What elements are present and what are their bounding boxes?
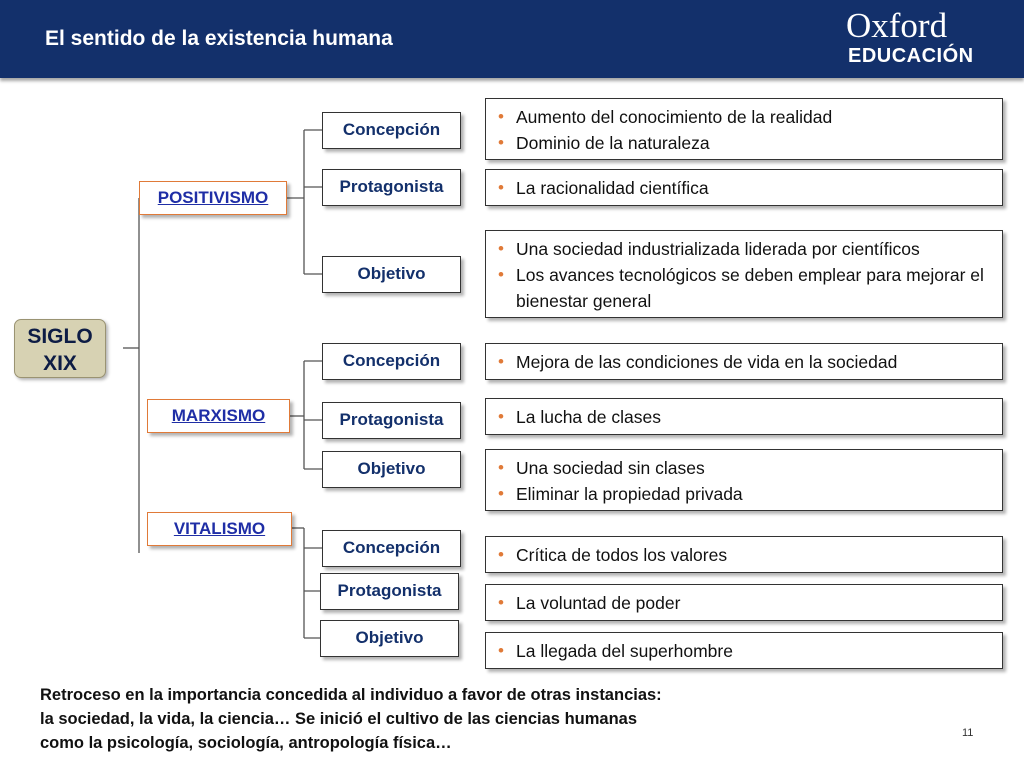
cat-vitalismo-concepcion: Concepción bbox=[322, 530, 461, 567]
cat-marxismo-objetivo: Objetivo bbox=[322, 451, 461, 488]
bullet-item: • La lucha de clases bbox=[498, 404, 994, 430]
bullet-item: • Eliminar la propiedad privada bbox=[498, 481, 994, 507]
cat-positivismo-concepcion: Concepción bbox=[322, 112, 461, 149]
school-vitalismo[interactable]: VITALISMO bbox=[147, 512, 292, 546]
bullet-item: • La voluntad de poder bbox=[498, 590, 994, 616]
desc-marxismo-protagonista bbox=[485, 398, 1003, 435]
school-positivismo[interactable]: POSITIVISMO bbox=[139, 181, 287, 215]
slide-title: El sentido de la existencia humana bbox=[45, 27, 393, 50]
desc-marxismo-objetivo bbox=[485, 449, 1003, 511]
root-node-siglo-xix bbox=[14, 319, 106, 378]
bullet-item: • Una sociedad industrializada liderada por científicos bbox=[498, 236, 994, 262]
bullet-item: • Aumento del conocimiento de la realidad bbox=[498, 104, 994, 130]
oxford-logo-subtitle: EDUCACIÓN bbox=[848, 45, 974, 67]
bullet-item: • Los avances tecnológicos se deben emplear para mejorar el bienestar general bbox=[498, 262, 994, 314]
cat-marxismo-concepcion: Concepción bbox=[322, 343, 461, 380]
page-number: 11 bbox=[962, 727, 974, 739]
school-marxismo[interactable]: MARXISMO bbox=[147, 399, 290, 433]
bullet-item: • Mejora de las condiciones de vida en la sociedad bbox=[498, 349, 994, 375]
desc-vitalismo-concepcion bbox=[485, 536, 1003, 573]
bullet-item: • Crítica de todos los valores bbox=[498, 542, 994, 568]
desc-vitalismo-protagonista bbox=[485, 584, 1003, 621]
desc-positivismo-objetivo bbox=[485, 230, 1003, 318]
cat-vitalismo-objetivo: Objetivo bbox=[320, 620, 459, 657]
oxford-logo-text: Oxford bbox=[846, 6, 948, 45]
cat-positivismo-objetivo: Objetivo bbox=[322, 256, 461, 293]
desc-vitalismo-objetivo bbox=[485, 632, 1003, 669]
bullet-item: • Dominio de la naturaleza bbox=[498, 130, 994, 156]
desc-positivismo-concepcion bbox=[485, 98, 1003, 160]
cat-marxismo-protagonista: Protagonista bbox=[322, 402, 461, 439]
footer-summary-text: Retroceso en la importancia concedida al individuo a favor de otras instancias: la sociedad, la vida, la ciencia… Se inició el cultivo de las ciencias humanas como la psicología, sociología, antropología física… bbox=[40, 686, 662, 752]
bullet-item: • La racionalidad científica bbox=[498, 175, 994, 201]
desc-positivismo-protagonista bbox=[485, 169, 1003, 206]
cat-positivismo-protagonista: Protagonista bbox=[322, 169, 461, 206]
root-line1: SIGLO bbox=[27, 325, 93, 348]
desc-marxismo-concepcion bbox=[485, 343, 1003, 380]
bullet-item: • La llegada del superhombre bbox=[498, 638, 994, 664]
root-line2: XIX bbox=[43, 352, 77, 375]
bullet-item: • Una sociedad sin clases bbox=[498, 455, 994, 481]
cat-vitalismo-protagonista: Protagonista bbox=[320, 573, 459, 610]
